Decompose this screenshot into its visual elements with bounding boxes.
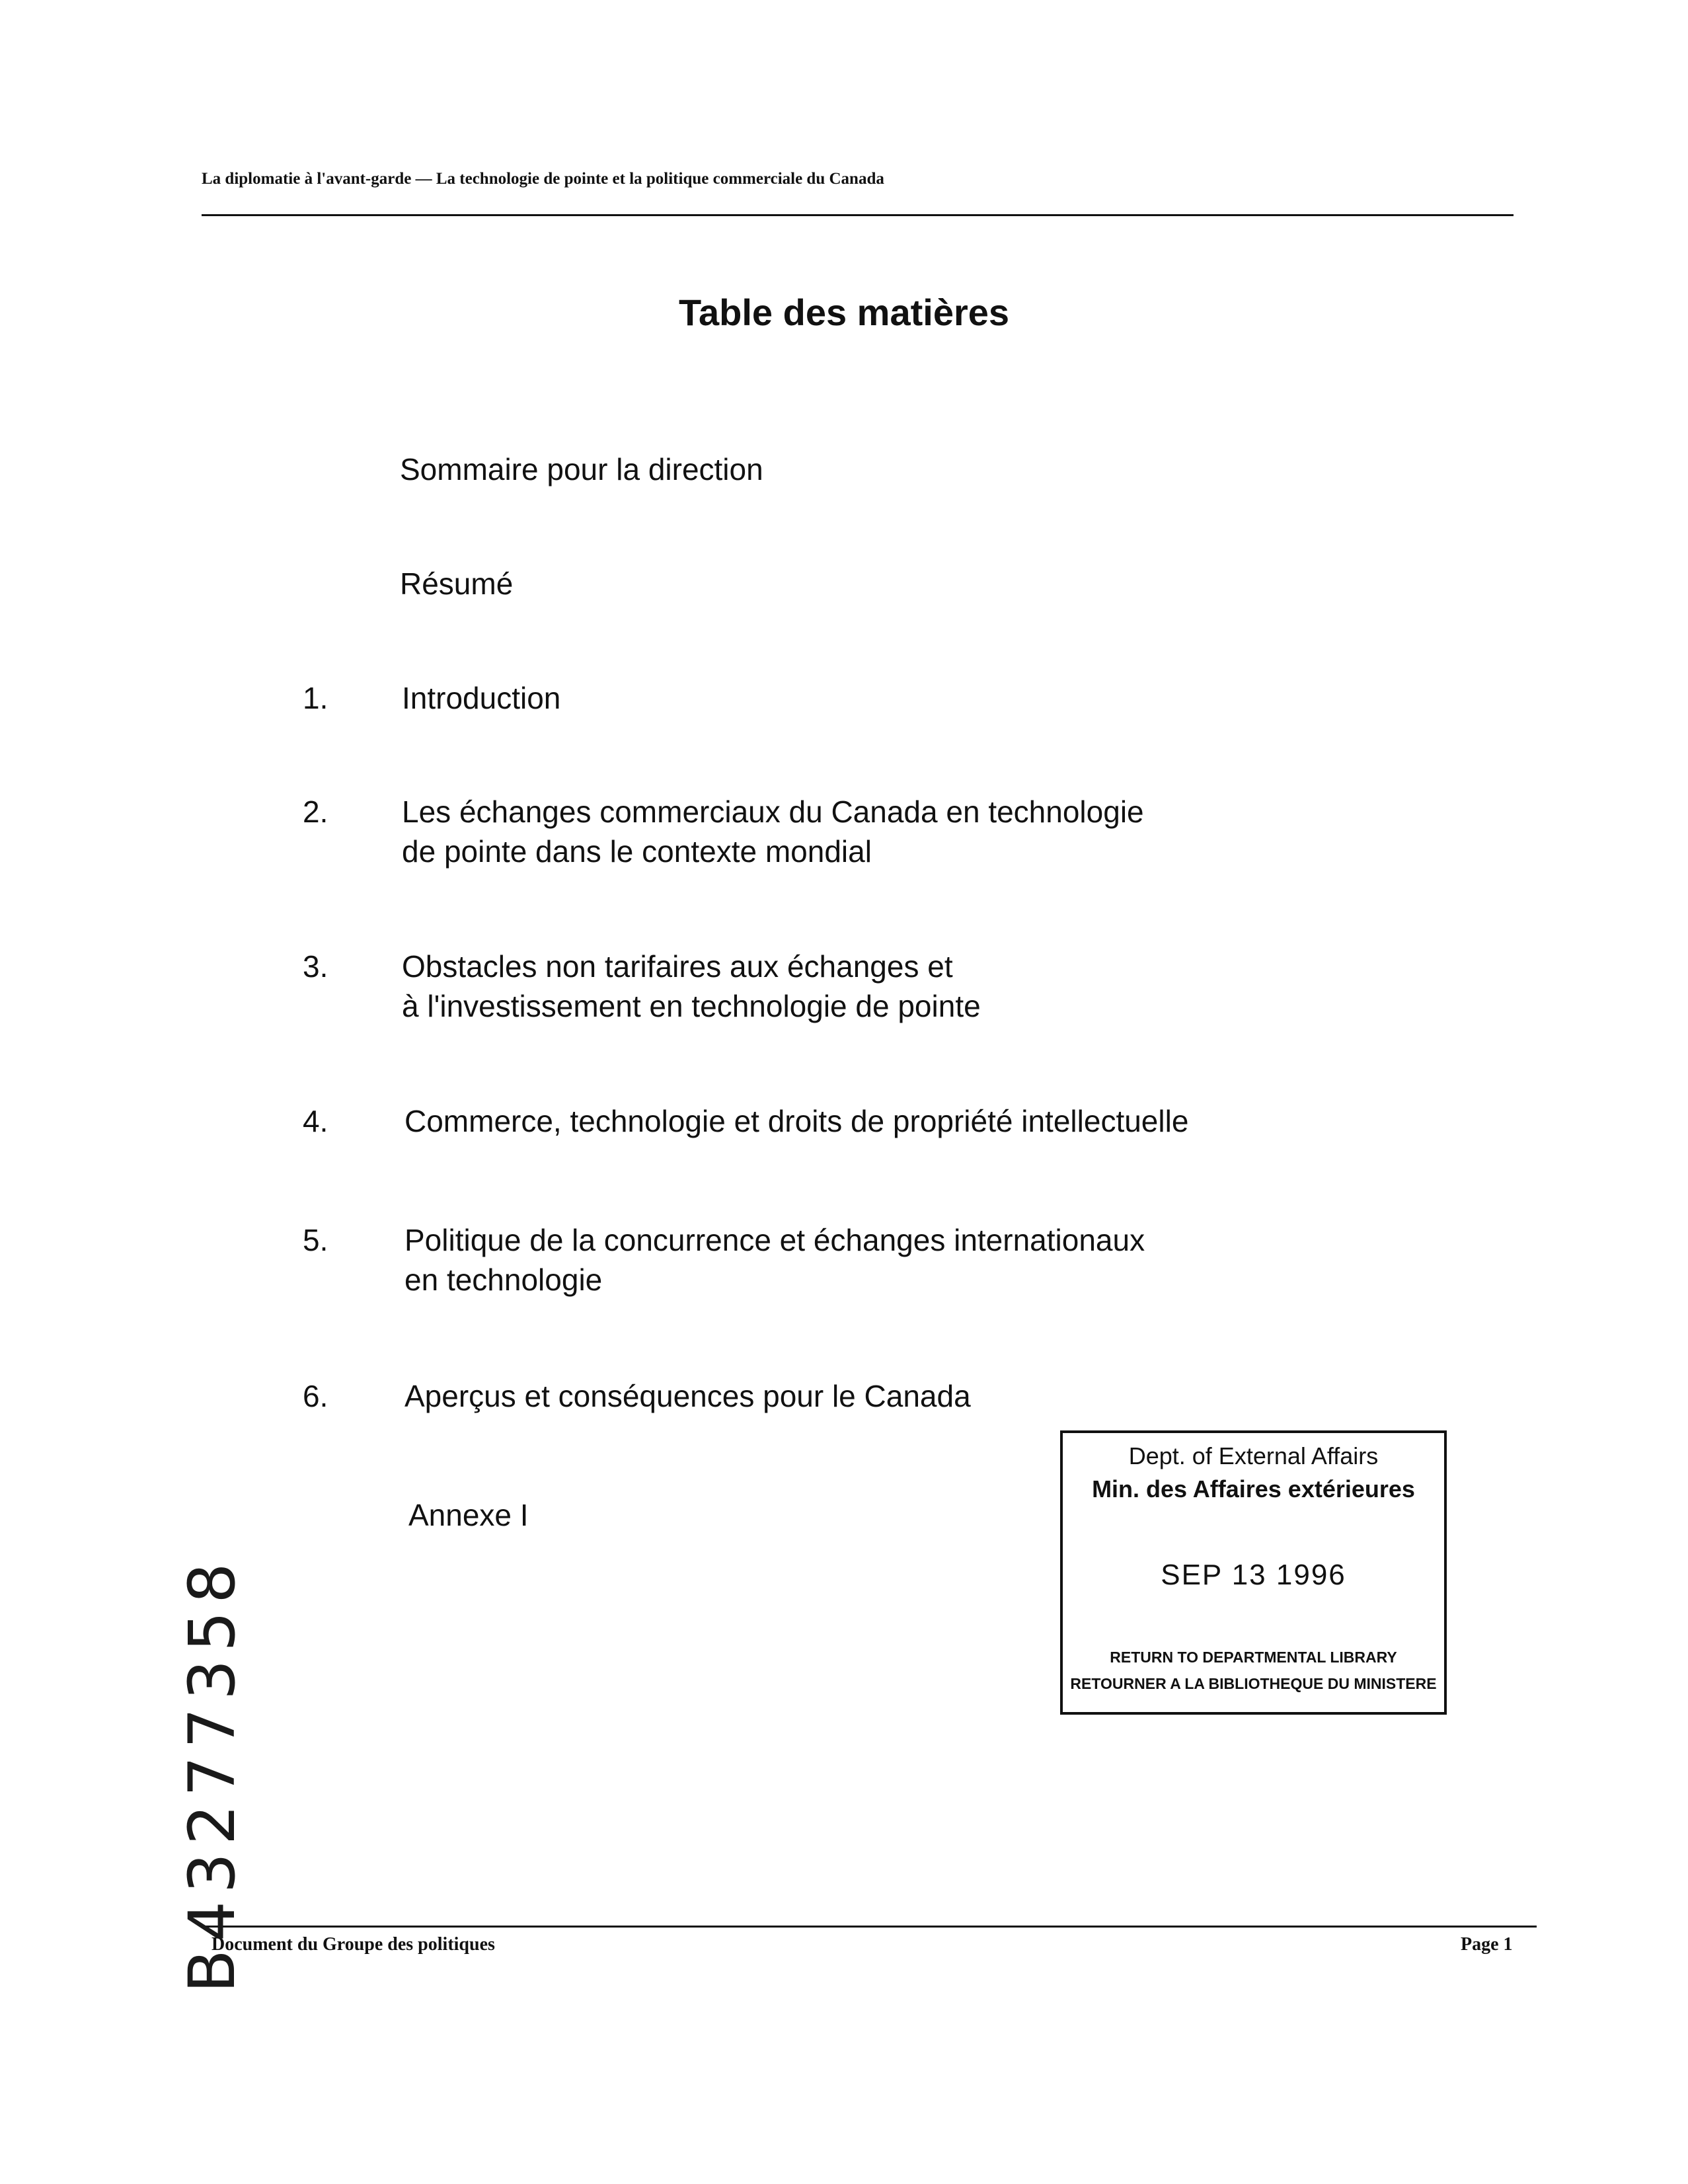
toc-entry-text: à l'investissement en technologie de pointe <box>402 989 981 1023</box>
stamp-date: SEP 13 1996 <box>1161 1559 1346 1591</box>
toc-entry-text: Politique de la concurrence et échanges internationaux <box>404 1223 1145 1257</box>
toc-entry-text: Commerce, technologie et droits de propriété intellectuelle <box>404 1104 1189 1138</box>
toc-number: 5. <box>303 1223 328 1257</box>
stamp-return-en: RETURN TO DEPARTMENTAL LIBRARY <box>1110 1649 1397 1666</box>
library-stamp <box>1060 1430 1447 1715</box>
footer-rule <box>202 1926 1537 1928</box>
toc-title: Table des matières <box>678 292 1010 333</box>
footer-left: Document du Groupe des politiques <box>211 1934 495 1955</box>
toc-number: 3. <box>303 949 328 984</box>
toc-number: 1. <box>303 681 328 715</box>
stamp-return-fr: RETOURNER A LA BIBLIOTHEQUE DU MINISTERE <box>1070 1675 1437 1692</box>
header-rule <box>202 214 1514 216</box>
running-header: La diplomatie à l'avant-garde — La technologie de pointe et la politique commerciale du Canada <box>202 170 884 188</box>
toc-entry-resume: Résumé <box>400 566 514 601</box>
toc-number: 4. <box>303 1104 328 1138</box>
toc-entry-text: Les échanges commerciaux du Canada en technologie <box>402 795 1144 829</box>
toc-entry-text: en technologie <box>404 1263 603 1297</box>
stamp-line-2: Min. des Affaires extérieures <box>1092 1475 1415 1502</box>
toc-entry-text: Aperçus et conséquences pour le Canada <box>404 1379 971 1413</box>
toc-number: 2. <box>303 795 328 829</box>
toc-entry-sommaire: Sommaire pour la direction <box>400 452 763 487</box>
toc-number: 6. <box>303 1379 328 1413</box>
handwritten-number: B43277358 <box>175 1555 249 1993</box>
toc-entry-text: Introduction <box>402 681 561 715</box>
toc-entry-text: Obstacles non tarifaires aux échanges et <box>402 949 953 984</box>
stamp-line-1: Dept. of External Affairs <box>1128 1442 1379 1469</box>
toc-entry-text: de pointe dans le contexte mondial <box>402 834 872 869</box>
page-number: Page 1 <box>1461 1934 1513 1955</box>
toc-entry-annex: Annexe I <box>408 1498 529 1532</box>
